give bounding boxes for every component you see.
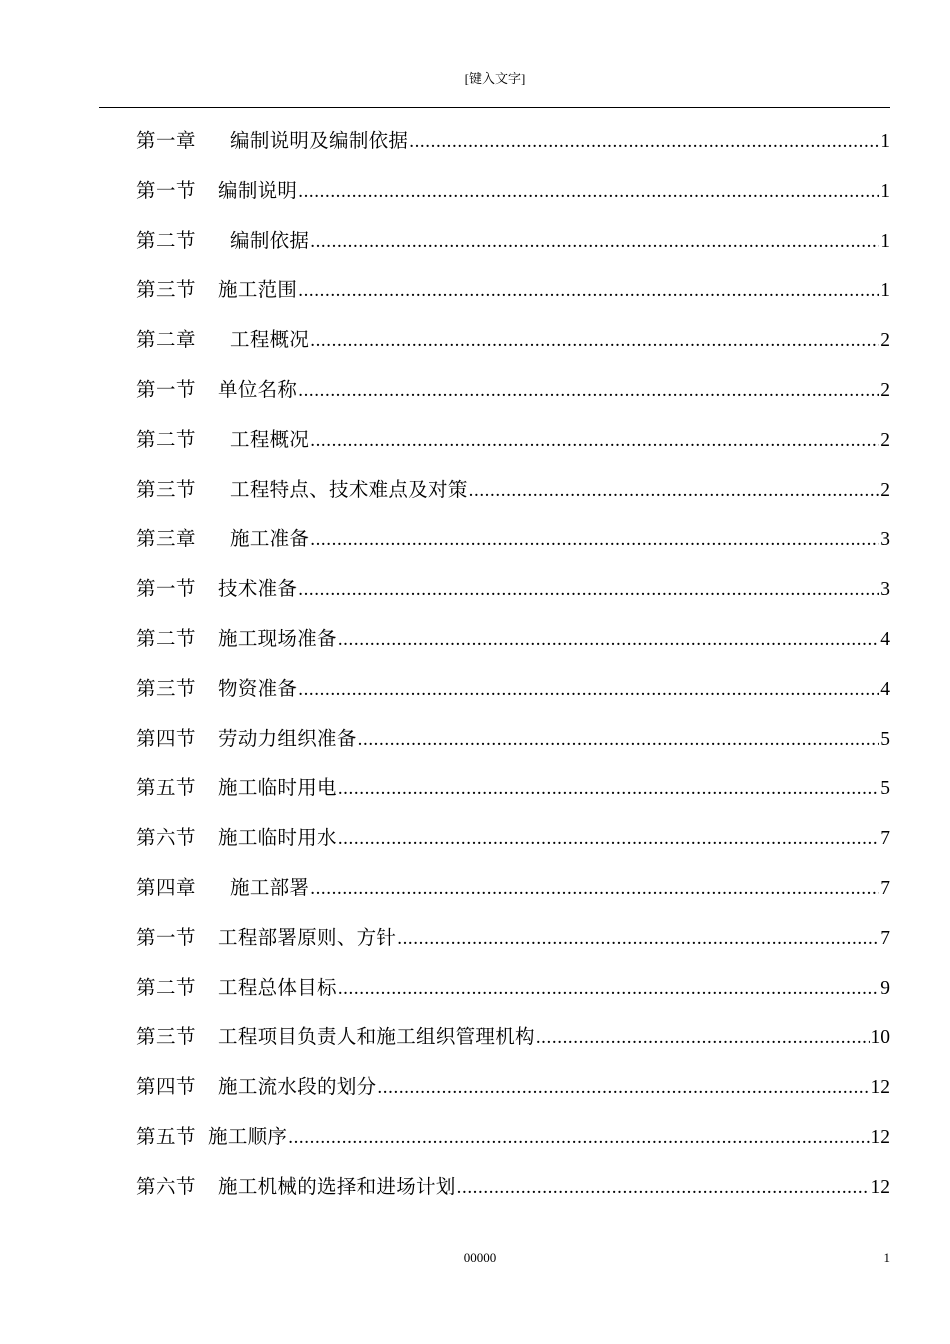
toc-entry[interactable]	[136, 1118, 890, 1168]
toc-entry[interactable]	[136, 172, 890, 222]
toc-dot-leader	[358, 721, 880, 759]
toc-entry-page: 12	[870, 1126, 890, 1148]
toc-entry-title: 单位名称	[218, 377, 298, 401]
toc-entry[interactable]	[136, 570, 890, 620]
toc-dot-leader	[298, 372, 879, 410]
toc-entry[interactable]	[136, 1018, 890, 1068]
toc-entry-page: 4	[880, 678, 890, 700]
toc-dot-leader	[469, 472, 880, 510]
toc-entry-number: 第四节	[136, 726, 197, 750]
toc-dot-leader	[536, 1019, 870, 1057]
toc-entry[interactable]	[136, 1068, 890, 1118]
toc-entry-number: 第一节	[136, 577, 197, 601]
toc-entry[interactable]	[136, 421, 890, 471]
toc-entry-title: 工程部署原则、方针	[218, 925, 397, 949]
toc-entry-number: 第一节	[136, 178, 197, 202]
toc-entry-number: 第四章	[136, 875, 197, 899]
toc-dot-leader	[338, 970, 879, 1008]
toc-dot-leader	[288, 1119, 869, 1157]
toc-entry-page: 7	[880, 927, 890, 949]
toc-entry-title: 技术准备	[218, 577, 298, 601]
toc-entry-title: 编制依据	[230, 228, 310, 252]
toc-entry-number: 第四节	[136, 1075, 197, 1099]
page-header-text: [键入文字]	[464, 71, 526, 86]
toc-entry-title: 施工顺序	[208, 1124, 288, 1148]
toc-dot-leader	[298, 173, 879, 211]
toc-dot-leader	[310, 422, 879, 460]
footer-text: 00000	[463, 1250, 497, 1265]
toc-entry-number: 第五节	[136, 1124, 197, 1148]
toc-dot-leader	[338, 621, 879, 659]
toc-entry-number: 第三节	[136, 1025, 197, 1049]
toc-dot-leader	[338, 820, 879, 858]
toc-entry[interactable]	[136, 222, 890, 272]
toc-entry-number: 第二节	[136, 228, 197, 252]
toc-entry[interactable]	[136, 271, 890, 321]
toc-entry-title: 编制说明	[218, 178, 298, 202]
toc-entry[interactable]	[136, 670, 890, 720]
toc-entry-number: 第五节	[136, 776, 197, 800]
toc-entry-page: 3	[880, 579, 890, 601]
toc-entry[interactable]	[136, 1168, 890, 1218]
toc-dot-leader	[377, 1069, 869, 1107]
toc-entry-title: 物资准备	[218, 676, 298, 700]
toc-entry-title: 施工现场准备	[218, 626, 337, 650]
toc-dot-leader	[397, 920, 879, 958]
toc-entry-page: 10	[870, 1027, 890, 1049]
toc-entry-title: 施工部署	[230, 875, 310, 899]
toc-entry[interactable]	[136, 769, 890, 819]
toc-entry-number: 第一节	[136, 377, 197, 401]
toc-entry-title: 劳动力组织准备	[218, 726, 357, 750]
toc-entry-title: 施工机械的选择和进场计划	[218, 1174, 456, 1198]
toc-dot-leader	[298, 571, 879, 609]
table-of-contents	[136, 122, 890, 1218]
toc-dot-leader	[409, 123, 879, 161]
toc-entry-page: 2	[880, 429, 890, 451]
toc-entry-page: 1	[880, 131, 890, 152]
toc-entry[interactable]	[136, 819, 890, 869]
toc-entry-page: 1	[880, 280, 890, 302]
toc-entry-title: 工程概况	[230, 328, 310, 352]
toc-dot-leader	[298, 272, 879, 310]
toc-entry-number: 第二章	[136, 328, 197, 352]
toc-entry-page: 7	[880, 828, 890, 850]
toc-entry-title: 工程特点、技术难点及对策	[230, 477, 468, 501]
toc-entry-page: 12	[870, 1077, 890, 1099]
toc-entry[interactable]	[136, 869, 890, 919]
toc-entry-page: 9	[880, 977, 890, 999]
page-number: 1	[883, 1250, 890, 1265]
header-divider	[99, 107, 890, 108]
toc-entry-title: 施工临时用水	[218, 826, 337, 850]
toc-dot-leader	[298, 671, 879, 709]
toc-entry-page: 1	[880, 230, 890, 252]
toc-entry[interactable]	[136, 371, 890, 421]
toc-entry-title: 工程概况	[230, 427, 310, 451]
toc-entry[interactable]	[136, 919, 890, 969]
toc-entry-number: 第二节	[136, 427, 197, 451]
toc-entry-page: 12	[870, 1176, 890, 1198]
toc-dot-leader	[310, 322, 879, 360]
toc-entry-page: 5	[880, 778, 890, 800]
toc-entry-title: 施工准备	[230, 527, 310, 551]
toc-dot-leader	[457, 1169, 870, 1207]
toc-entry-title: 施工临时用电	[218, 776, 337, 800]
toc-dot-leader	[310, 521, 879, 559]
toc-entry-title: 编制说明及编制依据	[230, 129, 409, 152]
toc-entry-page: 2	[880, 479, 890, 501]
toc-entry-number: 第六节	[136, 826, 197, 850]
toc-entry-page: 3	[880, 529, 890, 551]
toc-entry-number: 第六节	[136, 1174, 197, 1198]
toc-entry[interactable]	[136, 520, 890, 570]
toc-entry-page: 5	[880, 728, 890, 750]
toc-entry-number: 第三节	[136, 278, 197, 302]
toc-entry[interactable]	[136, 471, 890, 521]
toc-entry-title: 工程总体目标	[218, 975, 337, 999]
toc-entry[interactable]	[136, 720, 890, 770]
toc-entry-number: 第二节	[136, 975, 197, 999]
toc-entry-number: 第二节	[136, 626, 197, 650]
toc-entry[interactable]	[136, 620, 890, 670]
toc-entry-number: 第三章	[136, 527, 197, 551]
toc-entry[interactable]	[136, 122, 890, 172]
toc-dot-leader	[310, 223, 879, 261]
toc-entry-title: 工程项目负责人和施工组织管理机构	[218, 1025, 535, 1049]
toc-entry-page: 1	[880, 180, 890, 202]
toc-entry[interactable]	[136, 969, 890, 1019]
toc-dot-leader	[338, 770, 879, 808]
toc-entry-title: 施工流水段的划分	[218, 1075, 377, 1099]
toc-entry[interactable]	[136, 321, 890, 371]
toc-entry-page: 4	[880, 628, 890, 650]
toc-dot-leader	[310, 870, 879, 908]
toc-entry-page: 2	[880, 379, 890, 401]
toc-entry-title: 施工范围	[218, 278, 298, 302]
toc-entry-number: 第一章	[136, 129, 197, 152]
toc-entry-number: 第三节	[136, 676, 197, 700]
toc-entry-page: 2	[880, 330, 890, 352]
toc-entry-page: 7	[880, 877, 890, 899]
toc-entry-number: 第一节	[136, 925, 197, 949]
toc-entry-number: 第三节	[136, 477, 197, 501]
